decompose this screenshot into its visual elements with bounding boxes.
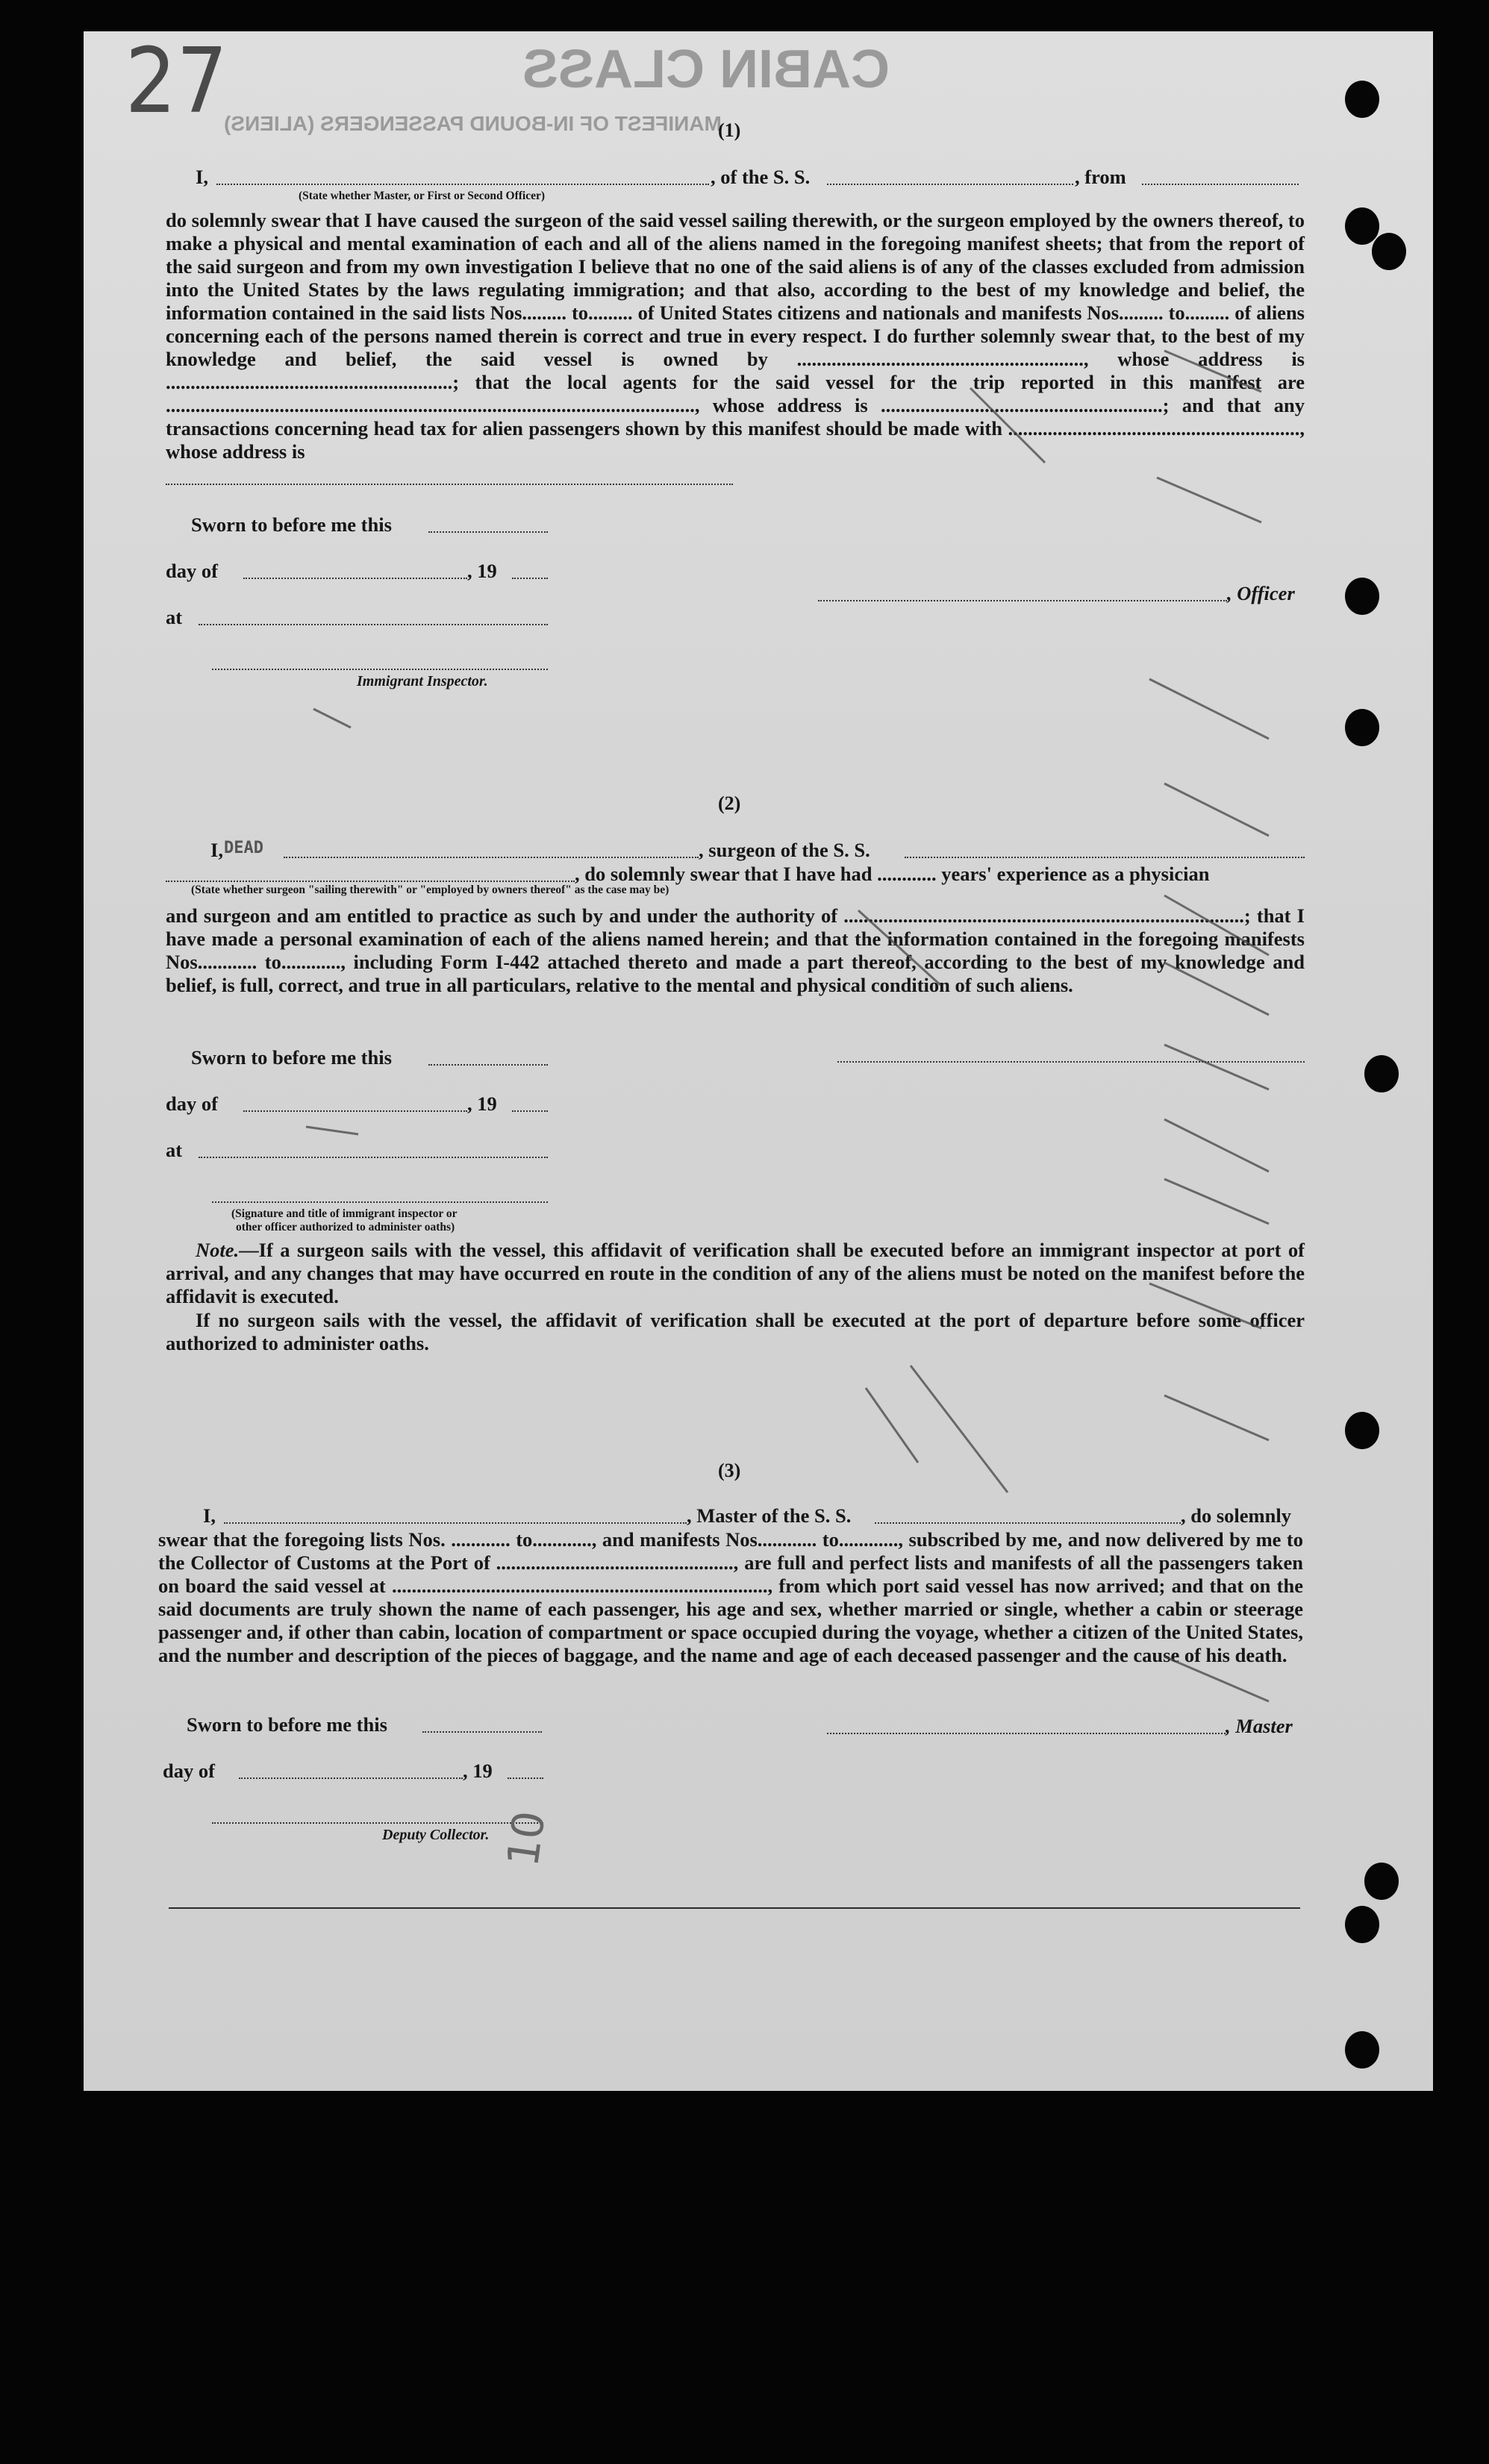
master-caption: , Master	[1226, 1715, 1293, 1737]
note-paragraph-2: If no surgeon sails with the vessel, the affidavit of verification shall be executed at the port of departure before some officer authorized to administer oaths.	[166, 1309, 1305, 1354]
label-surgeon-of: , surgeon of the S. S.	[699, 839, 870, 861]
label-from: , from	[1075, 166, 1126, 188]
label-master-of: , Master of the S. S.	[687, 1504, 852, 1527]
section2-body: and surgeon and am entitled to practice as such by and under the authority of .................................................................................; that I have made a personal examination of each of the aliens named herein; and that the information contained in the foregoing manifests Nos............ to............, including Form I-442 attached thereto and made a part thereof, according to the best of my knowledge and belief, is full, correct, and true in all particulars, relative to the mental and physical condition of such aliens.	[166, 904, 1305, 996]
sig-caption: other officer authorized to administer oaths)	[236, 1221, 455, 1233]
at-label: at	[166, 1139, 183, 1161]
section-number: (2)	[718, 792, 741, 814]
at-label: at	[166, 606, 183, 628]
handwritten-sheet-number: 27	[125, 30, 228, 134]
sworn-label: Sworn to before me this	[191, 513, 392, 536]
label-solemnly: , do solemnly	[1181, 1504, 1291, 1527]
day-of-label: day of	[166, 1092, 218, 1115]
handwritten-page-number: 10	[497, 1807, 555, 1870]
year-label: , 19	[467, 1092, 497, 1115]
dead-stamp: DEAD	[224, 839, 263, 857]
mirrored-subtitle: MANIFEST OF IN-BOUND PASSENGERS (ALIENS)	[224, 112, 722, 135]
officer-caption-label: , Officer	[1227, 582, 1295, 604]
sworn-label: Sworn to before me this	[191, 1046, 392, 1069]
section1-body: do solemnly swear that I have caused the surgeon of the said vessel sailing therewith, or the surgeon employed by the owners thereof, to make a physical and mental examination of each and all of the aliens named in the foregoing manifest sheets; that from the report of the said surgeon and from my own investigation I believe that no one of the said aliens is of any of the classes excluded from admission into the United States by the laws regulating immigration; and that also, according to the best of my knowledge and belief, the information contained in the said lists Nos......... to......... of United States citizens and nationals and manifests Nos......... to......... of aliens concerning each of the persons named therein is correct and true in every respect. I do further solemnly swear that, to the best of my knowledge and belief, the said vessel is owned by .........................................................., whose address is ..........................................................; that the local agents for the said vessel for the trip reported in this manifest are ..........................................................................................................., whose address is .........................................................; and that any transactions concerning head tax for alien passengers shown by this manifest should be made with ..........................................................., whose address is	[166, 209, 1305, 463]
note-text: —If a surgeon sails with the vessel, this affidavit of verification shall be executed before an immigrant inspector at port of arrival, and any changes that may have occurred en route in the condition of any of the aliens must be noted on the manifest before the affidavit is executed.	[166, 1239, 1305, 1307]
label-i: I,	[210, 839, 223, 861]
section3-body: swear that the foregoing lists Nos. ............ to............, and manifests Nos............ to............, subscribed by me, and now delivered by me to the Collector of Customs at the Port of ................................................, are full and perfect lists and manifests of all the passengers taken on board the said vessel at ............................................................................, from which port said vessel has now arrived; and that on the said documents are truly shown the name of each passenger, his age and sex, whether married or single, whether a cabin or steerage passenger and, if other than cabin, location of compartment or space occupied during the voyage, whether a citizen of the United States, and the number and description of the pieces of baggage, and the name and age of each deceased passenger and the cause of his death.	[158, 1528, 1303, 1666]
surgeon-caption: (State whether surgeon "sailing therewith" or "employed by owners thereof" as the case may be)	[191, 884, 669, 896]
inspector-caption: Immigrant Inspector.	[357, 673, 488, 690]
collector-caption: Deputy Collector.	[382, 1827, 490, 1843]
day-of-label: day of	[163, 1760, 215, 1782]
label-i: I,	[196, 166, 208, 188]
section-number: (3)	[718, 1460, 741, 1481]
year-label: , 19	[467, 560, 497, 582]
year-label: , 19	[463, 1760, 493, 1782]
officer-caption: (State whether Master, or First or Second Officer)	[299, 190, 546, 202]
note-label: Note.	[196, 1239, 240, 1261]
label-of-ss: , of the S. S.	[711, 166, 811, 188]
day-of-label: day of	[166, 560, 218, 582]
sig-caption: (Signature and title of immigrant inspector or	[231, 1207, 458, 1220]
mirrored-title: CABIN CLASS	[522, 40, 890, 99]
label-swear: , do solemnly swear that I have had ............ years' experience as a physician	[575, 863, 1210, 885]
sworn-label: Sworn to before me this	[187, 1713, 387, 1736]
label-i: I,	[203, 1504, 216, 1527]
section-number: (1)	[718, 119, 741, 141]
